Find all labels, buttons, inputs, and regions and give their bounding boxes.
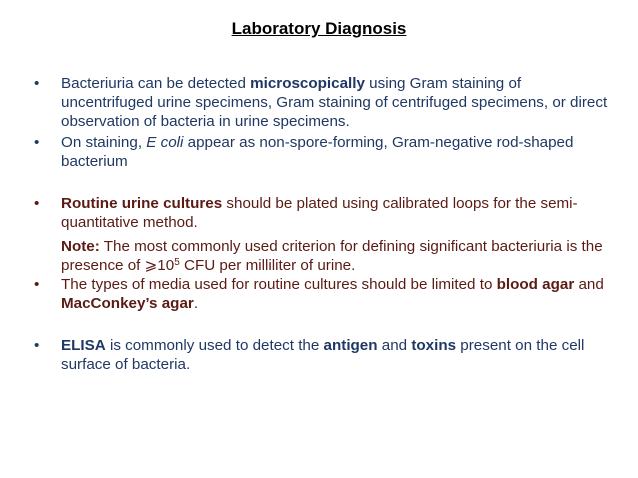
bullet-elisa	[34, 336, 614, 374]
bullet-dot: •	[34, 276, 40, 293]
note-superscript: 5	[174, 257, 180, 268]
bullet-emphasis: MacConkey’s agar	[61, 295, 194, 312]
bullet-text: On staining,	[61, 134, 147, 151]
bullet-emphasis: microscopically	[250, 75, 365, 92]
bullet-text: The types of media used for routine cultures should be limited to	[61, 276, 497, 293]
bullet-text: using Gram staining of uncentrifuged urine specimens, Gram staining of centrifuged specimens, or direct observation of bacteria in urine specimens.	[61, 75, 608, 130]
bullet-emphasis: toxins	[411, 337, 457, 354]
bullet-emphasis: blood agar	[496, 276, 575, 293]
bullet-text: and	[377, 337, 412, 354]
bullet-media	[34, 275, 614, 313]
bullet-text: and	[574, 276, 604, 293]
bullet-text: .	[193, 295, 199, 312]
bullet-dot: •	[34, 195, 40, 212]
bullet-text: present on the cell surface of bacteria.	[61, 337, 585, 373]
bullet-text: appear as non-spore-forming, Gram-negative rod-shaped bacterium	[61, 134, 574, 170]
bullet-emphasis: Routine urine cultures	[61, 195, 223, 212]
bullet-text: Bacteriuria can be detected	[61, 75, 251, 92]
bullet-dot: •	[34, 337, 40, 354]
bullet-text: is commonly used to detect the	[105, 337, 324, 354]
bullet-emphasis: ELISA	[61, 337, 106, 354]
bullet-list	[34, 74, 614, 374]
note-label: Note:	[61, 238, 100, 255]
note-text: The most commonly used criterion for defining significant bacteriuria is the presence of ⩾10	[61, 238, 603, 274]
bullet-dot: •	[34, 75, 40, 92]
bullet-microscopy	[34, 74, 614, 131]
bullet-text: should be plated using calibrated loops for the semi-quantitative method.	[61, 195, 578, 231]
bullet-emphasis: antigen	[323, 337, 378, 354]
bullet-dot: •	[34, 134, 40, 151]
slide-title: Laboratory Diagnosis	[231, 19, 407, 38]
bullet-staining	[34, 133, 614, 171]
note-paragraph	[34, 237, 614, 275]
bullet-cultures	[34, 194, 614, 232]
note-text: CFU per milliliter of urine.	[179, 257, 356, 274]
bullet-italic: E coli	[146, 134, 184, 151]
